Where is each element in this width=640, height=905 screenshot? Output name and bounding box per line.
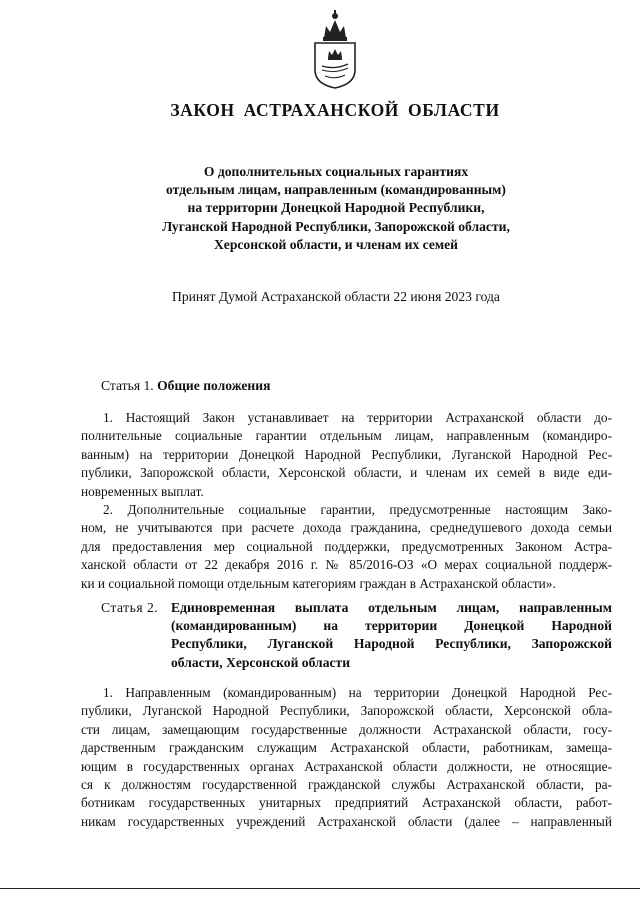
text-line: дарственным гражданским служащим Астраханской области, работникам, замеща-	[81, 740, 612, 756]
text-line: ющим в государственных органах Астраханской области должности, не относящие-	[81, 758, 612, 774]
text-line: публики, Запорожской области, Херсонской области, и членам их семей в виде еди-	[81, 465, 612, 481]
subtitle-line: отдельным лицам, направленным (командированным)	[166, 182, 506, 198]
subtitle-line: на территории Донецкой Народной Республики,	[187, 200, 485, 216]
text-line: для предоставления мер социальной поддержки, предусмотренных Законом Астра-	[81, 538, 612, 554]
article-1-heading	[101, 378, 270, 394]
text-line: 2. Дополнительные социальные гарантии, предусмотренные настоящим Зако-	[103, 502, 612, 517]
title-line: области, Херсонской области	[171, 654, 351, 670]
coat-of-arms-emblem	[310, 8, 360, 90]
text-line: ном, не учитываются при расчете дохода гражданина, среднедушевого дохода семьи	[81, 520, 612, 536]
text-line: сти лицам, замещающим государственные должности Астраханской области, госу-	[81, 721, 612, 737]
title-line: Республики, Луганской Народной Республики, Запорожской	[171, 636, 612, 652]
article-1-title: Общие положения	[157, 378, 271, 393]
article-2-label: Статья 2.	[101, 600, 159, 615]
article-1-paragraph-2	[81, 501, 612, 593]
text-line: новременных выплат.	[81, 483, 204, 499]
law-subtitle	[0, 163, 640, 254]
text-line: ки и социальной помощи отдельным категориям граждан в Астраханской области».	[81, 575, 556, 591]
page-bottom-rule	[0, 888, 640, 889]
text-line: ханской области от 22 декабря 2016 г. № 85/2016-ОЗ «О мерах социальной поддерж-	[81, 557, 612, 573]
text-line: ванным) на территории Донецкой Народной Республики, Луганской Народной Рес-	[81, 446, 612, 462]
text-line: 1. Настоящий Закон устанавливает на территории Астраханской области до-	[103, 410, 612, 425]
text-line: ботникам государственных унитарных предприятий Астраханской области, работ-	[81, 795, 612, 811]
article-2-paragraph-1	[81, 684, 612, 831]
title-line: (командированным) на территории Донецкой Народной	[171, 618, 612, 634]
article-1-label: Статья 1.	[101, 378, 154, 393]
article-1-paragraph-1	[81, 409, 612, 501]
text-line: ся к должностям государственной гражданской службы Астраханской области, ра-	[81, 776, 612, 792]
subtitle-line: Луганской Народной Республики, Запорожской области,	[162, 218, 510, 234]
text-line: публики, Луганской Народной Республики, Запорожской области, Херсонской обла-	[81, 703, 612, 719]
text-line: полнительные социальные гарантии отдельным лицам, направленным (командиро-	[81, 428, 612, 444]
adoption-date: Принят Думой Астраханской области 22 июня 2023 года	[172, 289, 500, 304]
subtitle-line: О дополнительных социальных гарантиях	[203, 164, 469, 179]
text-line: никам государственных учреждений Астраханской области (далее – направленный	[81, 813, 612, 829]
law-title: ЗАКОН АСТРАХАНСКОЙ ОБЛАСТИ	[170, 100, 500, 120]
article-2-title	[171, 599, 612, 672]
title-line: Единовременная выплата отдельным лицам, направленным	[171, 600, 612, 615]
subtitle-line: Херсонской области, и членам их семей	[213, 236, 459, 252]
text-line: 1. Направленным (командированным) на территории Донецкой Народной Рес-	[103, 685, 612, 700]
